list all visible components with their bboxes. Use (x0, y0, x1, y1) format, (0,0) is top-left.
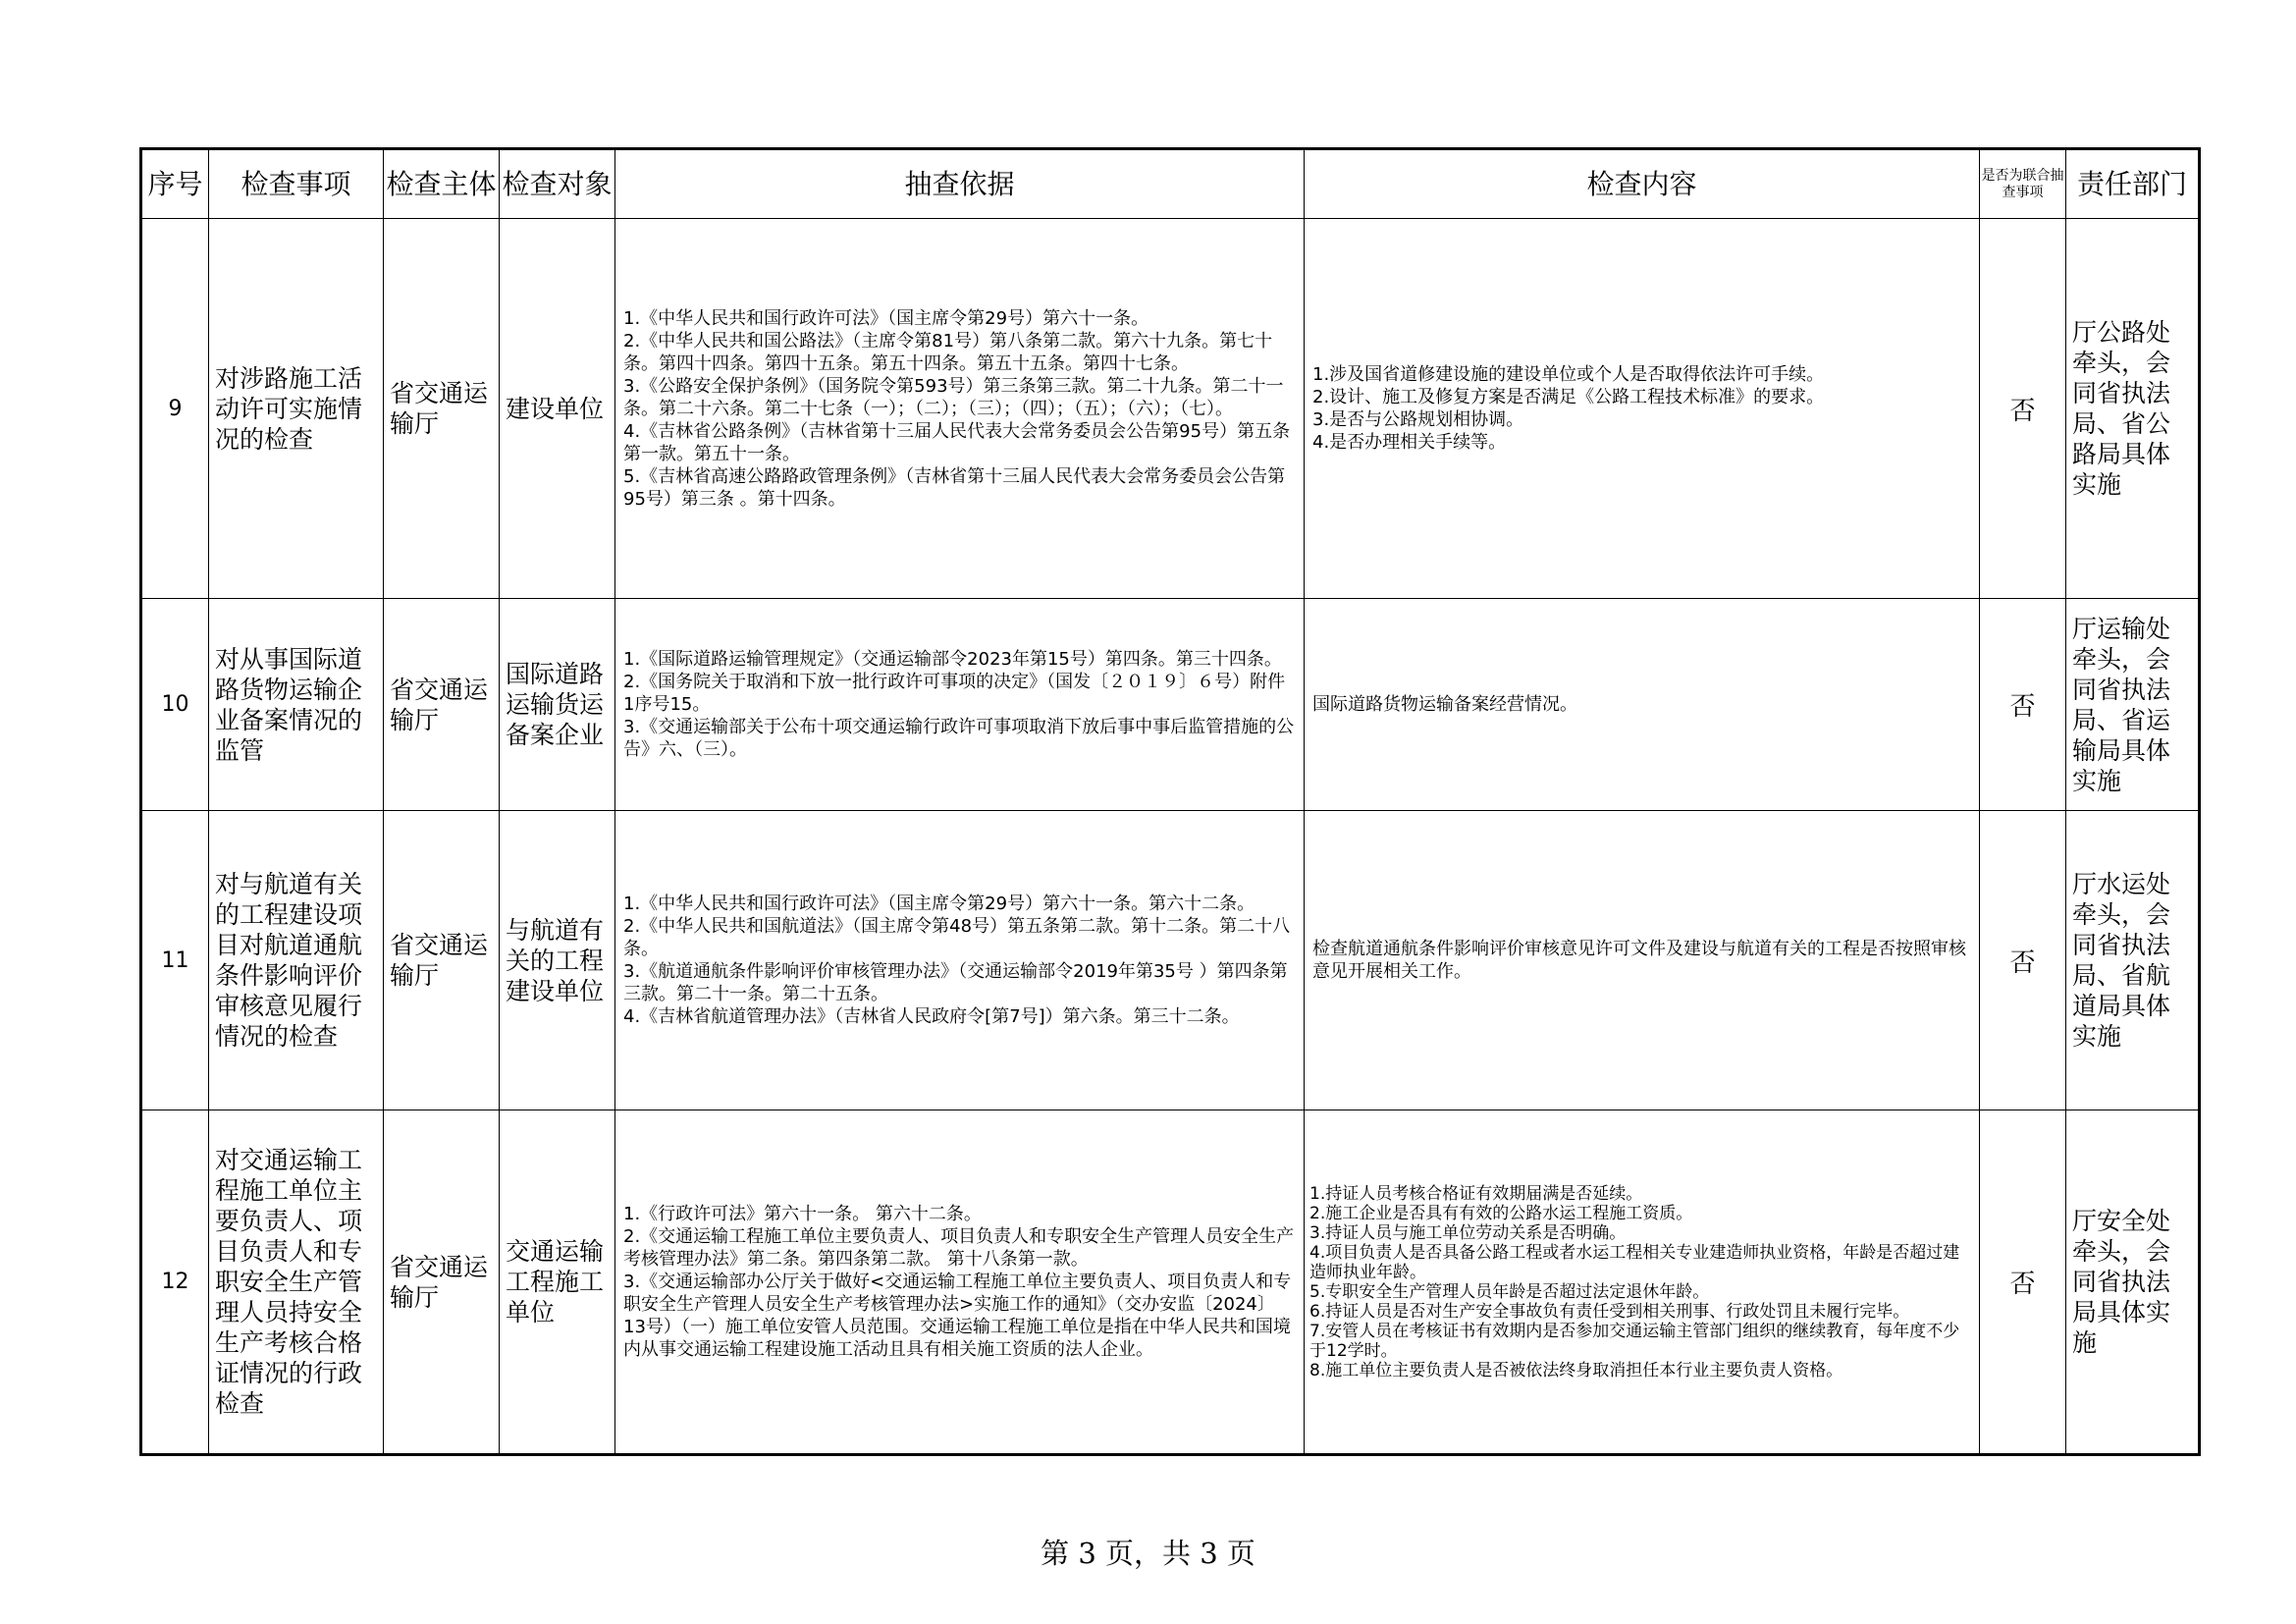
basis-line: 1.《国际道路运输管理规定》（交通运输部令2023年第15号）第四条。第三十四条。 (623, 649, 1282, 670)
basis-line: 4.《吉林省公路条例》（吉林省第十三届人民代表大会常务委员会公告第95号）第五条第一款。第五十一条。 (623, 420, 1291, 464)
row-object: 建设单位 (500, 219, 615, 599)
content-line: 检查航道通航条件影响评价审核意见许可文件及建设与航道有关的工程是否按照审核意见开展相关工作。 (1312, 939, 1966, 982)
header-item: 检查事项 (209, 149, 384, 219)
table-row (141, 1110, 2200, 1455)
content-line: 7.安管人员在考核证书有效期内是否参加交通运输主管部门组织的继续教育，每年度不少于12学时。 (1309, 1321, 1960, 1361)
row-object: 与航道有关的工程建设单位 (500, 811, 615, 1110)
row-object: 国际道路运输货运备案企业 (500, 599, 615, 811)
row-basis (615, 1110, 1305, 1455)
table-row (141, 599, 2200, 811)
header-subject: 检查主体 (384, 149, 500, 219)
row-seq: 10 (141, 599, 209, 811)
row-content (1305, 1110, 1980, 1455)
row-subject: 省交通运输厅 (384, 219, 500, 599)
basis-line: 4.《吉林省航道管理办法》（吉林省人民政府令[第7号]）第六条。第三十二条。 (623, 1006, 1240, 1027)
header-dept: 责任部门 (2066, 149, 2200, 219)
basis-line: 5.《吉林省高速公路路政管理条例》（吉林省第十三届人民代表大会常务委员会公告第95号）第三条 。第十四条。 (623, 465, 1286, 510)
header-basis: 抽查依据 (615, 149, 1305, 219)
row-seq: 9 (141, 219, 209, 599)
basis-line: 3.《交通运输部关于公布十项交通运输行政许可事项取消下放后事中事后监管措施的公告》六、（三）。 (623, 717, 1295, 760)
row-item: 对从事国际道路货物运输企业备案情况的监管 (209, 599, 384, 811)
inspection-table-container (139, 147, 2198, 1456)
content-line: 4.是否办理相关手续等。 (1312, 432, 1507, 453)
content-line: 8.施工单位主要负责人是否被依法终身取消担任本行业主要负责人资格。 (1309, 1360, 1843, 1380)
basis-line: 1.《中华人民共和国行政许可法》（国主席令第29号）第六十一条。 (623, 307, 1149, 329)
row-item: 对与航道有关的工程建设项目对航道通航条件影响评价审核意见履行情况的检查 (209, 811, 384, 1110)
header-row (141, 149, 2200, 219)
row-seq: 11 (141, 811, 209, 1110)
inspection-table (139, 147, 2201, 1456)
content-line: 1.持证人员考核合格证有效期届满是否延续。 (1309, 1183, 1643, 1204)
row-dept: 厅公路处牵头，会同省执法局、省公路局具体实施 (2066, 219, 2200, 599)
row-dept: 厅水运处牵头，会同省执法局、省航道局具体实施 (2066, 811, 2200, 1110)
row-subject: 省交通运输厅 (384, 599, 500, 811)
row-content (1305, 599, 1980, 811)
basis-line: 1.《中华人民共和国行政许可法》（国主席令第29号）第六十一条。第六十二条。 (623, 893, 1255, 914)
row-item: 对交通运输工程施工单位主要负责人、项目负责人和专职安全生产管理人员持安全生产考核合格证情况的行政检查 (209, 1110, 384, 1455)
content-line: 3.是否与公路规划相协调。 (1312, 409, 1524, 430)
row-joint: 否 (1980, 219, 2066, 599)
table-row (141, 811, 2200, 1110)
basis-line: 3.《公路安全保护条例》（国务院令第593号）第三条第三款。第二十九条。第二十一条。第二十六条。第二十七条（一）；（二）；（三）；（四）；（五）；（六）；（七）。 (623, 375, 1284, 419)
row-subject: 省交通运输厅 (384, 1110, 500, 1455)
row-seq: 12 (141, 1110, 209, 1455)
row-basis (615, 219, 1305, 599)
row-dept: 厅安全处牵头，会同省执法局具体实施 (2066, 1110, 2200, 1455)
page-footer: 第 3 页，共 3 页 (1041, 1537, 1255, 1570)
content-line: 2.设计、施工及修复方案是否满足《公路工程技术标准》的要求。 (1312, 387, 1825, 407)
row-joint: 否 (1980, 1110, 2066, 1455)
row-object: 交通运输工程施工单位 (500, 1110, 615, 1455)
content-line: 1.涉及国省道修建设施的建设单位或个人是否取得依法许可手续。 (1312, 364, 1825, 385)
row-content (1305, 811, 1980, 1110)
row-content (1305, 219, 1980, 599)
basis-line: 3.《航道通航条件影响评价审核管理办法》（交通运输部令2019年第35号 ）第四条第三款。第二十一条。第二十五条。 (623, 961, 1288, 1004)
header-content: 检查内容 (1305, 149, 1980, 219)
content-line: 3.持证人员与施工单位劳动关系是否明确。 (1309, 1222, 1627, 1243)
header-seq: 序号 (141, 149, 209, 219)
basis-line: 3.《交通运输部办公厅关于做好<交通运输工程施工单位主要负责人、项目负责人和专职安全生产管理人员安全生产考核管理办法>实施工作的通知》（交办安监〔2024〕13号）（一）施工单位安管人员范围。交通运输工程施工单位是指在中华人民共和国境内从事交通运输工程建设施工活动且具有相关施工资质的法人企业。 (623, 1272, 1292, 1360)
header-joint: 是否为联合抽查事项 (1980, 149, 2066, 219)
content-line: 5.专职安全生产管理人员年龄是否超过法定退休年龄。 (1309, 1281, 1710, 1302)
content-line: 6.持证人员是否对生产安全事故负有责任受到相关刑事、行政处罚且未履行完毕。 (1309, 1301, 1910, 1322)
row-item: 对涉路施工活动许可实施情况的检查 (209, 219, 384, 599)
row-joint: 否 (1980, 599, 2066, 811)
content-line: 4.项目负责人是否具备公路工程或者水运工程相关专业建造师执业资格，年龄是否超过建造师执业年龄。 (1309, 1242, 1960, 1282)
basis-line: 2.《中华人民共和国公路法》（主席令第81号）第八条第二款。第六十九条。第七十条。第四十四条。第四十五条。第五十四条。第五十五条。第四十七条。 (623, 330, 1273, 374)
header-object: 检查对象 (500, 149, 615, 219)
row-dept: 厅运输处牵头，会同省执法局、省运输局具体实施 (2066, 599, 2200, 811)
content-line: 国际道路货物运输备案经营情况。 (1312, 694, 1577, 715)
row-basis (615, 811, 1305, 1110)
content-line: 2.施工企业是否具有有效的公路水运工程施工资质。 (1309, 1203, 1693, 1223)
basis-line: 2.《国务院关于取消和下放一批行政许可事项的决定》（国发〔２０１９〕６号）附件1序号15。 (623, 672, 1286, 715)
basis-line: 2.《中华人民共和国航道法》（国主席令第48号）第五条第二款。第十二条。第二十八条。 (623, 916, 1291, 959)
basis-line: 2.《交通运输工程施工单位主要负责人、项目负责人和专职安全生产管理人员安全生产考核管理办法》第二条。第四条第二款。 第十八条第一款。 (623, 1226, 1295, 1270)
row-joint: 否 (1980, 811, 2066, 1110)
row-subject: 省交通运输厅 (384, 811, 500, 1110)
basis-line: 1.《行政许可法》第六十一条。 第六十二条。 (623, 1204, 982, 1224)
row-basis (615, 599, 1305, 811)
table-row (141, 219, 2200, 599)
